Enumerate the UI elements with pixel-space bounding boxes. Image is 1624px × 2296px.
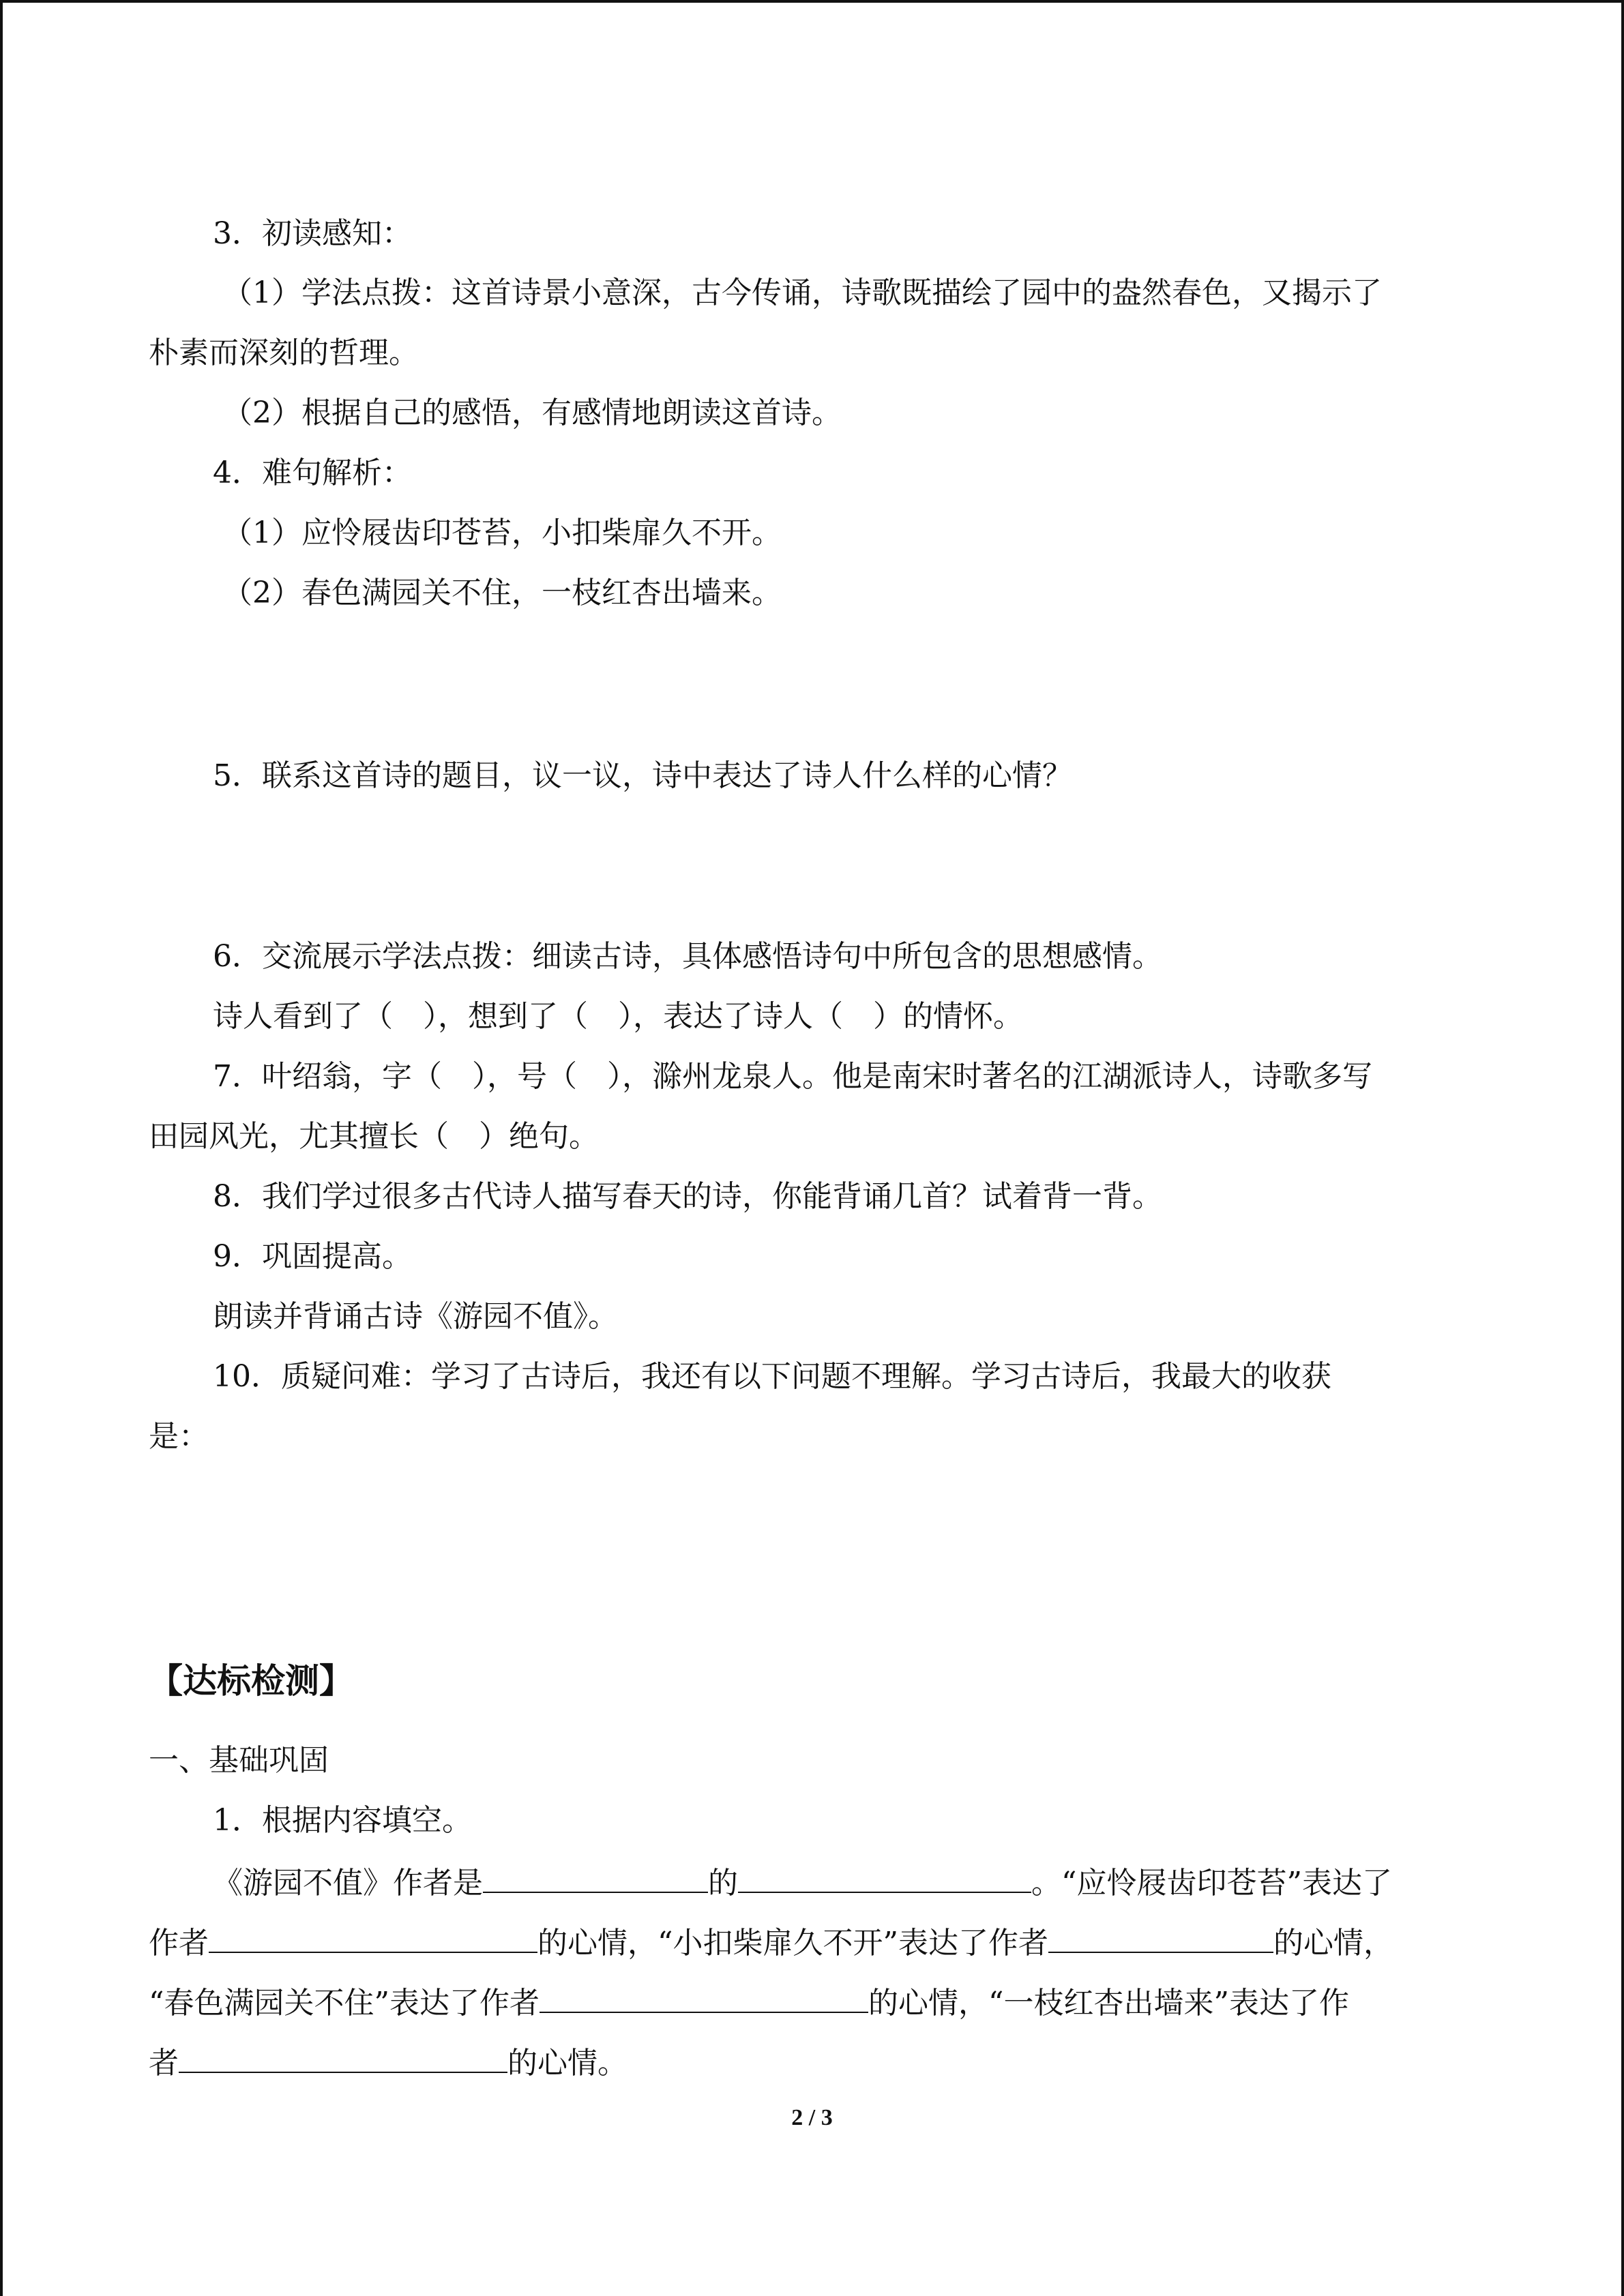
item-4-title: 4．难句解析： — [213, 456, 412, 490]
item-3-title: 3．初读感知： — [213, 216, 412, 251]
answer-blank-mood-1[interactable] — [209, 1920, 537, 1953]
fill-text: 的心情， — [1273, 1926, 1393, 1960]
fill-line-1 — [213, 1860, 1479, 1904]
fill-line-3 — [149, 1980, 1479, 2024]
answer-blank-author-era[interactable] — [483, 1860, 708, 1893]
answer-blank-mood-2[interactable] — [1048, 1920, 1273, 1953]
fill-text: 作者 — [149, 1926, 209, 1960]
answer-blank-author-name[interactable] — [738, 1860, 1031, 1893]
item-3-1-line2: 朴素而深刻的哲理。 — [149, 336, 419, 370]
fill-text: 的 — [708, 1866, 738, 1900]
fill-text: 的心情，“一枝红杏出墙来”表达了作 — [868, 1986, 1349, 2021]
item-7-line2: 田园风光，尤其擅长（ ）绝句。 — [149, 1119, 599, 1154]
fill-text: 者 — [149, 2046, 179, 2081]
item-6-fill: 诗人看到了（ ），想到了（ ），表达了诗人（ ）的情怀。 — [213, 999, 1023, 1034]
question-1-title: 1．根据内容填空。 — [213, 1803, 472, 1838]
item-9: 9．巩固提高。 — [213, 1239, 412, 1274]
item-4-1: （1）应怜屐齿印苍苔，小扣柴扉久不开。 — [222, 516, 782, 550]
item-6: 6．交流展示学法点拨：细读古诗，具体感悟诗句中所包含的思想感情。 — [213, 939, 1162, 974]
item-7-line1: 7．叶绍翁，字（ ），号（ ），滁州龙泉人。他是南宋时著名的江湖派诗人，诗歌多写 — [213, 1059, 1372, 1094]
fill-text: 。“应怜屐齿印苍苔”表达了 — [1031, 1866, 1392, 1900]
item-3-1-line1: （1）学法点拨：这首诗景小意深，古今传诵，诗歌既描绘了园中的盎然春色，又揭示了 — [222, 275, 1382, 310]
fill-line-2 — [149, 1920, 1479, 1964]
item-10-line1: 10．质疑问难：学习了古诗后，我还有以下问题不理解。学习古诗后，我最大的收获 — [213, 1359, 1331, 1394]
item-10-line2: 是： — [149, 1419, 209, 1454]
item-5: 5．联系这首诗的题目，议一议，诗中表达了诗人什么样的心情？ — [213, 758, 1072, 793]
item-8: 8．我们学过很多古代诗人描写春天的诗，你能背诵几首？试着背一背。 — [213, 1179, 1162, 1214]
fill-text: 的心情，“小扣柴扉久不开”表达了作者 — [537, 1926, 1048, 1960]
subsection-title: 一、基础巩固 — [149, 1743, 329, 1778]
item-3-2: （2）根据自己的感悟，有感情地朗读这首诗。 — [222, 396, 842, 430]
answer-blank-mood-4[interactable] — [179, 2040, 507, 2073]
fill-text: “春色满园关不住”表达了作者 — [149, 1986, 540, 2021]
fill-line-4 — [149, 2040, 1479, 2084]
section-heading: 【达标检测】 — [149, 1661, 353, 1701]
item-9-task: 朗读并背诵古诗《游园不值》。 — [213, 1299, 618, 1334]
page-number: 2 / 3 — [791, 2105, 833, 2130]
fill-text: 的心情。 — [507, 2046, 628, 2081]
item-4-2: （2）春色满园关不住，一枝红杏出墙来。 — [222, 576, 782, 610]
fill-text: 《游园不值》作者是 — [213, 1866, 483, 1900]
answer-blank-mood-3[interactable] — [540, 1980, 868, 2013]
